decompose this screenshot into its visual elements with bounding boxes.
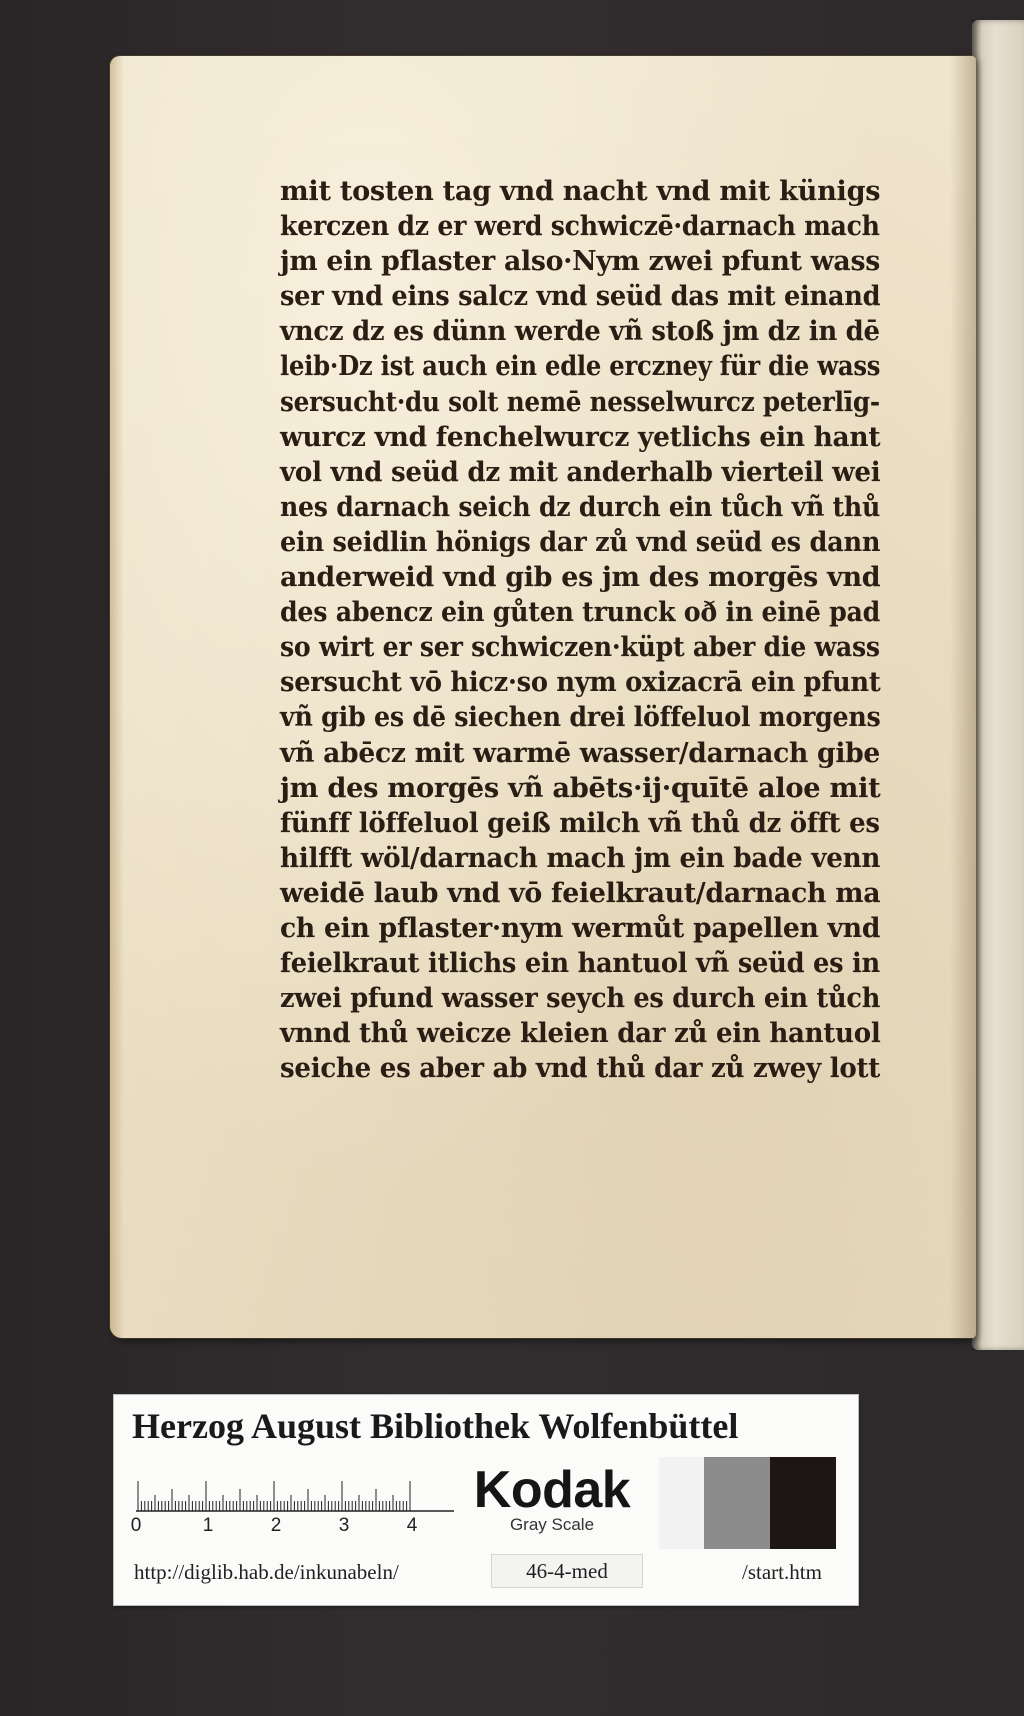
kodak-logo — [452, 1463, 652, 1535]
text-line: feielkraut itlichs ein hantuol vñ seüd es in — [280, 947, 880, 980]
text-line: vñ gib es dē siechen drei löffeluol morgens — [280, 701, 881, 734]
url-suffix: /start.htm — [742, 1560, 822, 1584]
ruler-number-1: 1 — [202, 1515, 214, 1536]
kodak-brand: Kodak — [473, 1461, 631, 1519]
next-page-edge — [972, 20, 1024, 1350]
text-line: des abencz ein gůten trunck oð in einē pad — [280, 596, 881, 629]
shelfmark-label: 46-4-med — [492, 1555, 642, 1587]
text-line: jm des morgēs vñ abēts·ij·quītē aloe mit — [280, 771, 881, 804]
text-line: so wirt er ser schwiczen·küpt aber die wass — [280, 631, 880, 664]
gray-patch-dark — [770, 1457, 836, 1549]
gray-scale-label: Gray Scale — [509, 1515, 595, 1534]
text-line: vnnd thů weicze kleien dar zů ein hantuol — [280, 1017, 881, 1050]
text-line: ser vnd eins salcz vnd seüd das mit einand — [280, 280, 881, 313]
text-line: anderweid vnd gib es jm des morgēs vnd — [280, 561, 881, 594]
ruler-number-2: 2 — [270, 1515, 282, 1536]
library-name: Herzog August Bibliothek Wolfenbüttel — [132, 1406, 739, 1446]
text-line: ch ein pflaster·nym wermůt papellen vnd — [280, 911, 881, 944]
color-target-card — [114, 1395, 858, 1605]
text-line: leib·Dz ist auch ein edle erczney für die wass — [280, 350, 881, 383]
text-line: sersucht vō hicz·so nym oxizacrā ein pfunt — [280, 666, 881, 699]
url-prefix: http://diglib.hab.de/inkunabeln/ — [134, 1560, 399, 1584]
text-line: fünff löffeluol geiß milch vñ thů dz öfft es — [280, 806, 880, 839]
text-line: ein seidlin hönigs dar zů vnd seüd es dann — [280, 525, 881, 558]
text-line: vncz dz es dünn werde vñ stoß jm dz in dē — [280, 315, 880, 348]
text-line: mit tosten tag vnd nacht vnd mit künigs — [280, 175, 881, 207]
text-line: sersucht·du solt nemē nesselwurcz peterlīg- — [280, 385, 880, 418]
text-line: weidē laub vnd vō feielkraut/darnach ma — [280, 876, 881, 909]
text-line: zwei pfund wasser seych es durch ein tůch — [280, 982, 881, 1015]
page-text-block — [280, 174, 880, 1086]
gray-patch-mid — [704, 1457, 770, 1549]
text-line: nes darnach seich dz durch ein tůch vñ thů — [280, 490, 880, 523]
scale-ruler — [130, 1473, 454, 1543]
text-line: kerczen dz er werd schwiczē·darnach mach — [280, 210, 880, 243]
ruler-tick-group — [138, 1481, 410, 1511]
text-line: hilfft wöl/darnach mach jm ein bade venn — [280, 841, 881, 874]
text-line: vñ abēcz mit warmē wasser/darnach gibe — [280, 736, 881, 769]
book-page — [110, 56, 976, 1338]
ruler-number-0: 0 — [130, 1515, 142, 1536]
ruler-number-4: 4 — [406, 1515, 418, 1536]
text-line: vol vnd seüd dz mit anderhalb vierteil wei — [280, 455, 881, 488]
ruler-ticks — [136, 1473, 454, 1513]
text-line: seiche es aber ab vnd thů dar zů zwey lott — [280, 1052, 881, 1085]
text-line: jm ein pflaster also·Nym zwei pfunt wass — [280, 245, 880, 278]
text-line: wurcz vnd fenchelwurcz yetlichs ein hant — [280, 420, 881, 453]
ruler-number-3: 3 — [338, 1515, 350, 1536]
